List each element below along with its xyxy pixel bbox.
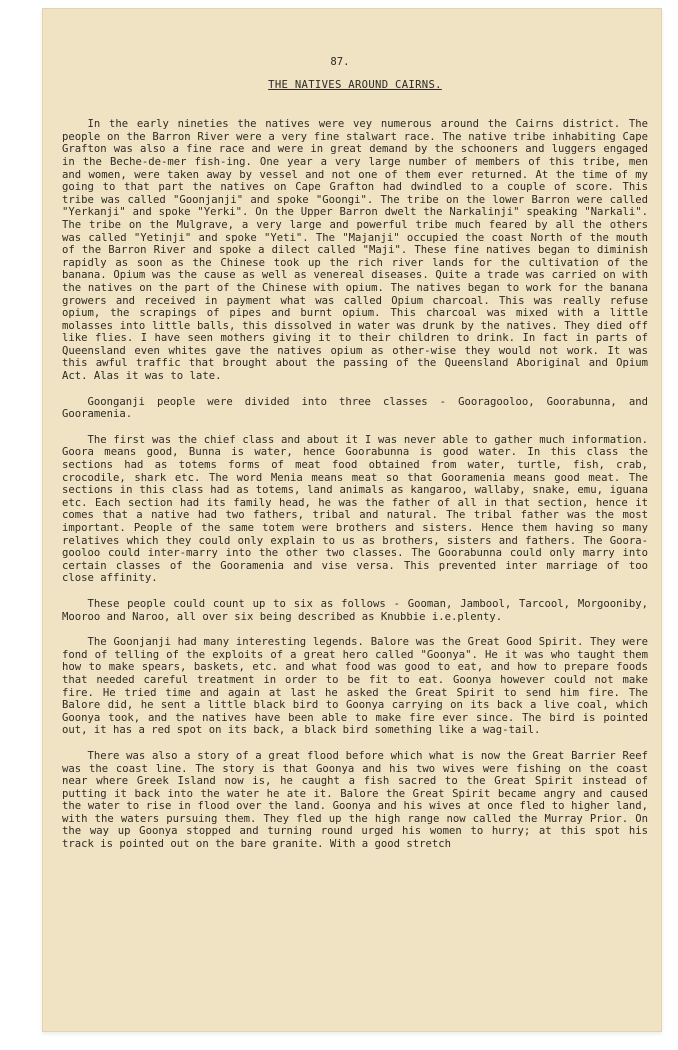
paragraph-legends: The Goonjanji had many interesting legends. Balore was the Great Good Spirit. They were fond of telling of the exploits of a great hero called "Goonya". He it was who taught them how to make spears, baskets, etc. and what food was good to eat, and how to prepare foods that needed careful treatment in order to be fit to eat. Goonya however could not make fire. He tried time and again at last he asked the Great Spirit to send him fire. The Balore did, he sent a little black bird to Goonya carrying on its back a live coal, which Goonya took, and the natives have been able to make fire ever since. The bird is pointed out, it has a red spot on its back, a black bird something like a wag-tail. — [62, 636, 648, 737]
document-page — [42, 8, 662, 1032]
page-title: THE NATIVES AROUND CAIRNS. — [268, 78, 442, 91]
typed-text-body — [62, 56, 648, 851]
page-number: 87. — [330, 56, 350, 68]
paragraph-totems: The first was the chief class and about it I was never able to gather much information. Goora means good, Bunna is water, hence Goorabunna is good water. In this class the sections had as totems forms of meat food obtained from water, turtle, fish, crab, crocodile, shark etc. The word Menia means meat so that Gooramenia means good meat. The sections in this class had as totems, land animals as kangaroo, wallaby, snake, emu, iguana etc. Each section had its family head, he was the father of all in that section, hence it comes that a native had two fathers, tribal and natural. The tribal father was the most important. People of the same totem were brothers and sisters. Hence them having so many relatives which they could only explain to us as brothers, sisters and fathers. The Goora-gooloo could inter-marry into the other two classes. The Goorabunna could only marry into certain classes of the Gooramenia and vise versa. This prevented inter marriage of too close affinity. — [62, 433, 648, 585]
paragraph-natives-intro: In the early nineties the natives were vey numerous around the Cairns district. The people on the Barron River were a very fine stalwart race. The native tribe inhabiting Cape Grafton was also a fine race and were in great demand by the schooners and luggers engaged in the Beche-de-mer fish-ing. One year a very large number of members of this tribe, men and women, were taken away by vessel and not one of them ever returned. At the time of my going to that part the natives on Cape Grafton had dwindled to a couple of score. This tribe was called "Goonjanji" and spoke "Goongi". The tribe on the lower Barron were called "Yerkanji" and spoke "Yerki". On the Upper Barron dwelt the Narkalinji" speaking "Narkali". The tribe on the Mulgrave, a very large and powerful tribe much feared by all the others was called "Yetinji" and spoke "Yeti". The "Majanji" occupied the coast North of the mouth of the Barron River and spoke a dilect called "Maji". These fine natives began to diminish rapidly as soon as the Chinese took up the rich river lands for the cultivation of the banana. Opium was the cause as well as venereal diseases. Quite a trade was carried on with the natives on the part of the Chinese with opium. The natives began to work for the banana growers and received in payment what was called Opium charcoal. This was really refuse opium, the scrapings of pipes and burnt opium. This charcoal was mixed with a little molasses into little balls, this dissolved in water was drunk by the natives. They died off like flies. I have seen mothers giving it to their children to drink. In fact in parts of Queensland even whites gave the natives opium as other-wise they would not work. It was this awful traffic that brought about the passing of the Queensland Aboriginal and Opium Act. Alas it was to late. — [62, 118, 648, 383]
paragraph-classes: Goonganji people were divided into three classes - Gooragooloo, Goorabunna, and Gooramenia. — [62, 395, 648, 421]
paragraph-counting: These people could count up to six as follows - Gooman, Jambool, Tarcool, Morgooniby, Mooroo and Naroo, all over six being described as Knubbie i.e.plenty. — [62, 597, 648, 623]
paragraph-flood-story: There was also a story of a great flood before which what is now the Great Barrier Reef was the coast line. The story is that Goonya and his two wives were fishing on the coast near where Greek Island now is, he caught a fish sacred to the Great Spirit instead of putting it back into the water he ate it. Balore the Great Spirit became angry and caused the water to rise in flood over the land. Goonya and his wives at once fled to higher land, with the waters pursuing them. They fled up the high range now called the Murray Prior. On the way up Goonya stopped and turning round urged his women to hurry; at this spot his track is pointed out on the bare granite. With a good stretch — [62, 749, 648, 851]
